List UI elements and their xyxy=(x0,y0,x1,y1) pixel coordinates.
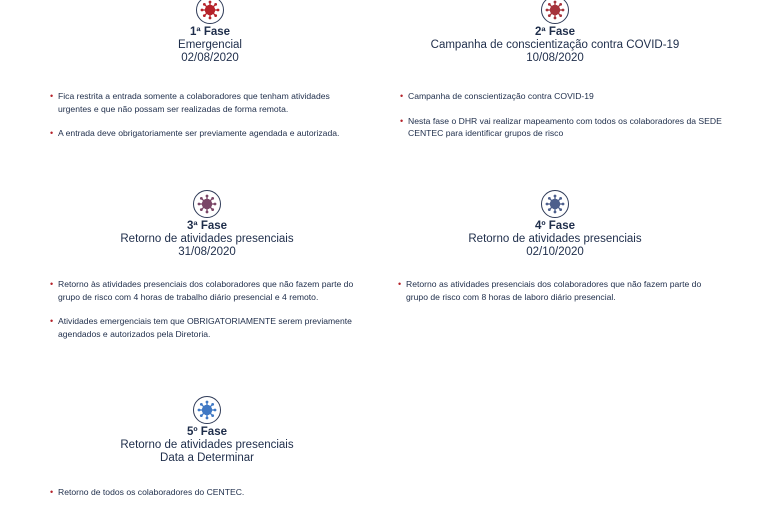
phase-3-bullets xyxy=(50,278,370,352)
list-item: • Atividades emergenciais tem que OBRIGATORIAMENTE serem previamente agendados e autorizados pela Diretoria. xyxy=(50,315,370,340)
phase-4-bullets xyxy=(398,278,720,315)
phase-2-title: 2ª Fase xyxy=(534,26,576,38)
phase-5-subtitle: Retorno de atividades presenciais xyxy=(120,439,294,451)
phase-2-date: 10/08/2020 xyxy=(526,52,584,64)
list-item: • Retorno de todos os colaboradores do CENTEC. xyxy=(50,486,370,499)
phase-4-date: 02/10/2020 xyxy=(526,246,584,258)
phase-4-header xyxy=(360,190,750,259)
phase-4-subtitle: Retorno de atividades presenciais xyxy=(468,233,642,245)
phase-1-header xyxy=(0,0,420,65)
virus-icon xyxy=(193,396,221,424)
virus-icon xyxy=(541,190,569,218)
virus-icon xyxy=(196,0,224,24)
phase-5-bullets xyxy=(50,486,370,511)
phase-3-header xyxy=(0,190,414,259)
virus-icon xyxy=(193,190,221,218)
list-item: • Retorno as atividades presenciais dos colaboradores que não fazem parte do grupo de risco com 8 horas de laboro diário presencial. xyxy=(398,278,720,303)
phase-3-subtitle: Retorno de atividades presenciais xyxy=(120,233,294,245)
phase-2-subtitle: Campanha de conscientização contra COVID-19 xyxy=(430,39,680,51)
phase-2-header xyxy=(360,0,750,65)
list-item: • A entrada deve obrigatoriamente ser previamente agendada e autorizada. xyxy=(50,127,360,140)
list-item: • Nesta fase o DHR vai realizar mapeamento com todos os colaboradores da SEDE CENTEC para identificar grupos de risco xyxy=(400,115,725,140)
phase-5-header xyxy=(0,396,414,465)
phase-2-bullets xyxy=(400,90,725,152)
list-item: • Retorno às atividades presenciais dos colaboradores que não fazem parte do grupo de risco com 4 horas de trabalho diário presencial e 4 remoto. xyxy=(50,278,370,303)
phase-4-title: 4º Fase xyxy=(534,220,575,232)
list-item: • Campanha de conscientização contra COVID-19 xyxy=(400,90,725,103)
list-item: • Fica restrita a entrada somente a colaboradores que tenham atividades urgentes e que não possam ser realizadas de forma remota. xyxy=(50,90,360,115)
phase-1-title: 1ª Fase xyxy=(189,26,231,38)
phase-3-date: 31/08/2020 xyxy=(178,246,236,258)
virus-icon xyxy=(541,0,569,24)
phase-3-title: 3ª Fase xyxy=(186,220,228,232)
phase-5-title: 5º Fase xyxy=(186,426,227,438)
phase-1-subtitle: Emergencial xyxy=(178,39,242,51)
phase-1-bullets xyxy=(50,90,360,152)
phase-5-date: Data a Determinar xyxy=(160,452,254,464)
phase-1-date: 02/08/2020 xyxy=(181,52,239,64)
